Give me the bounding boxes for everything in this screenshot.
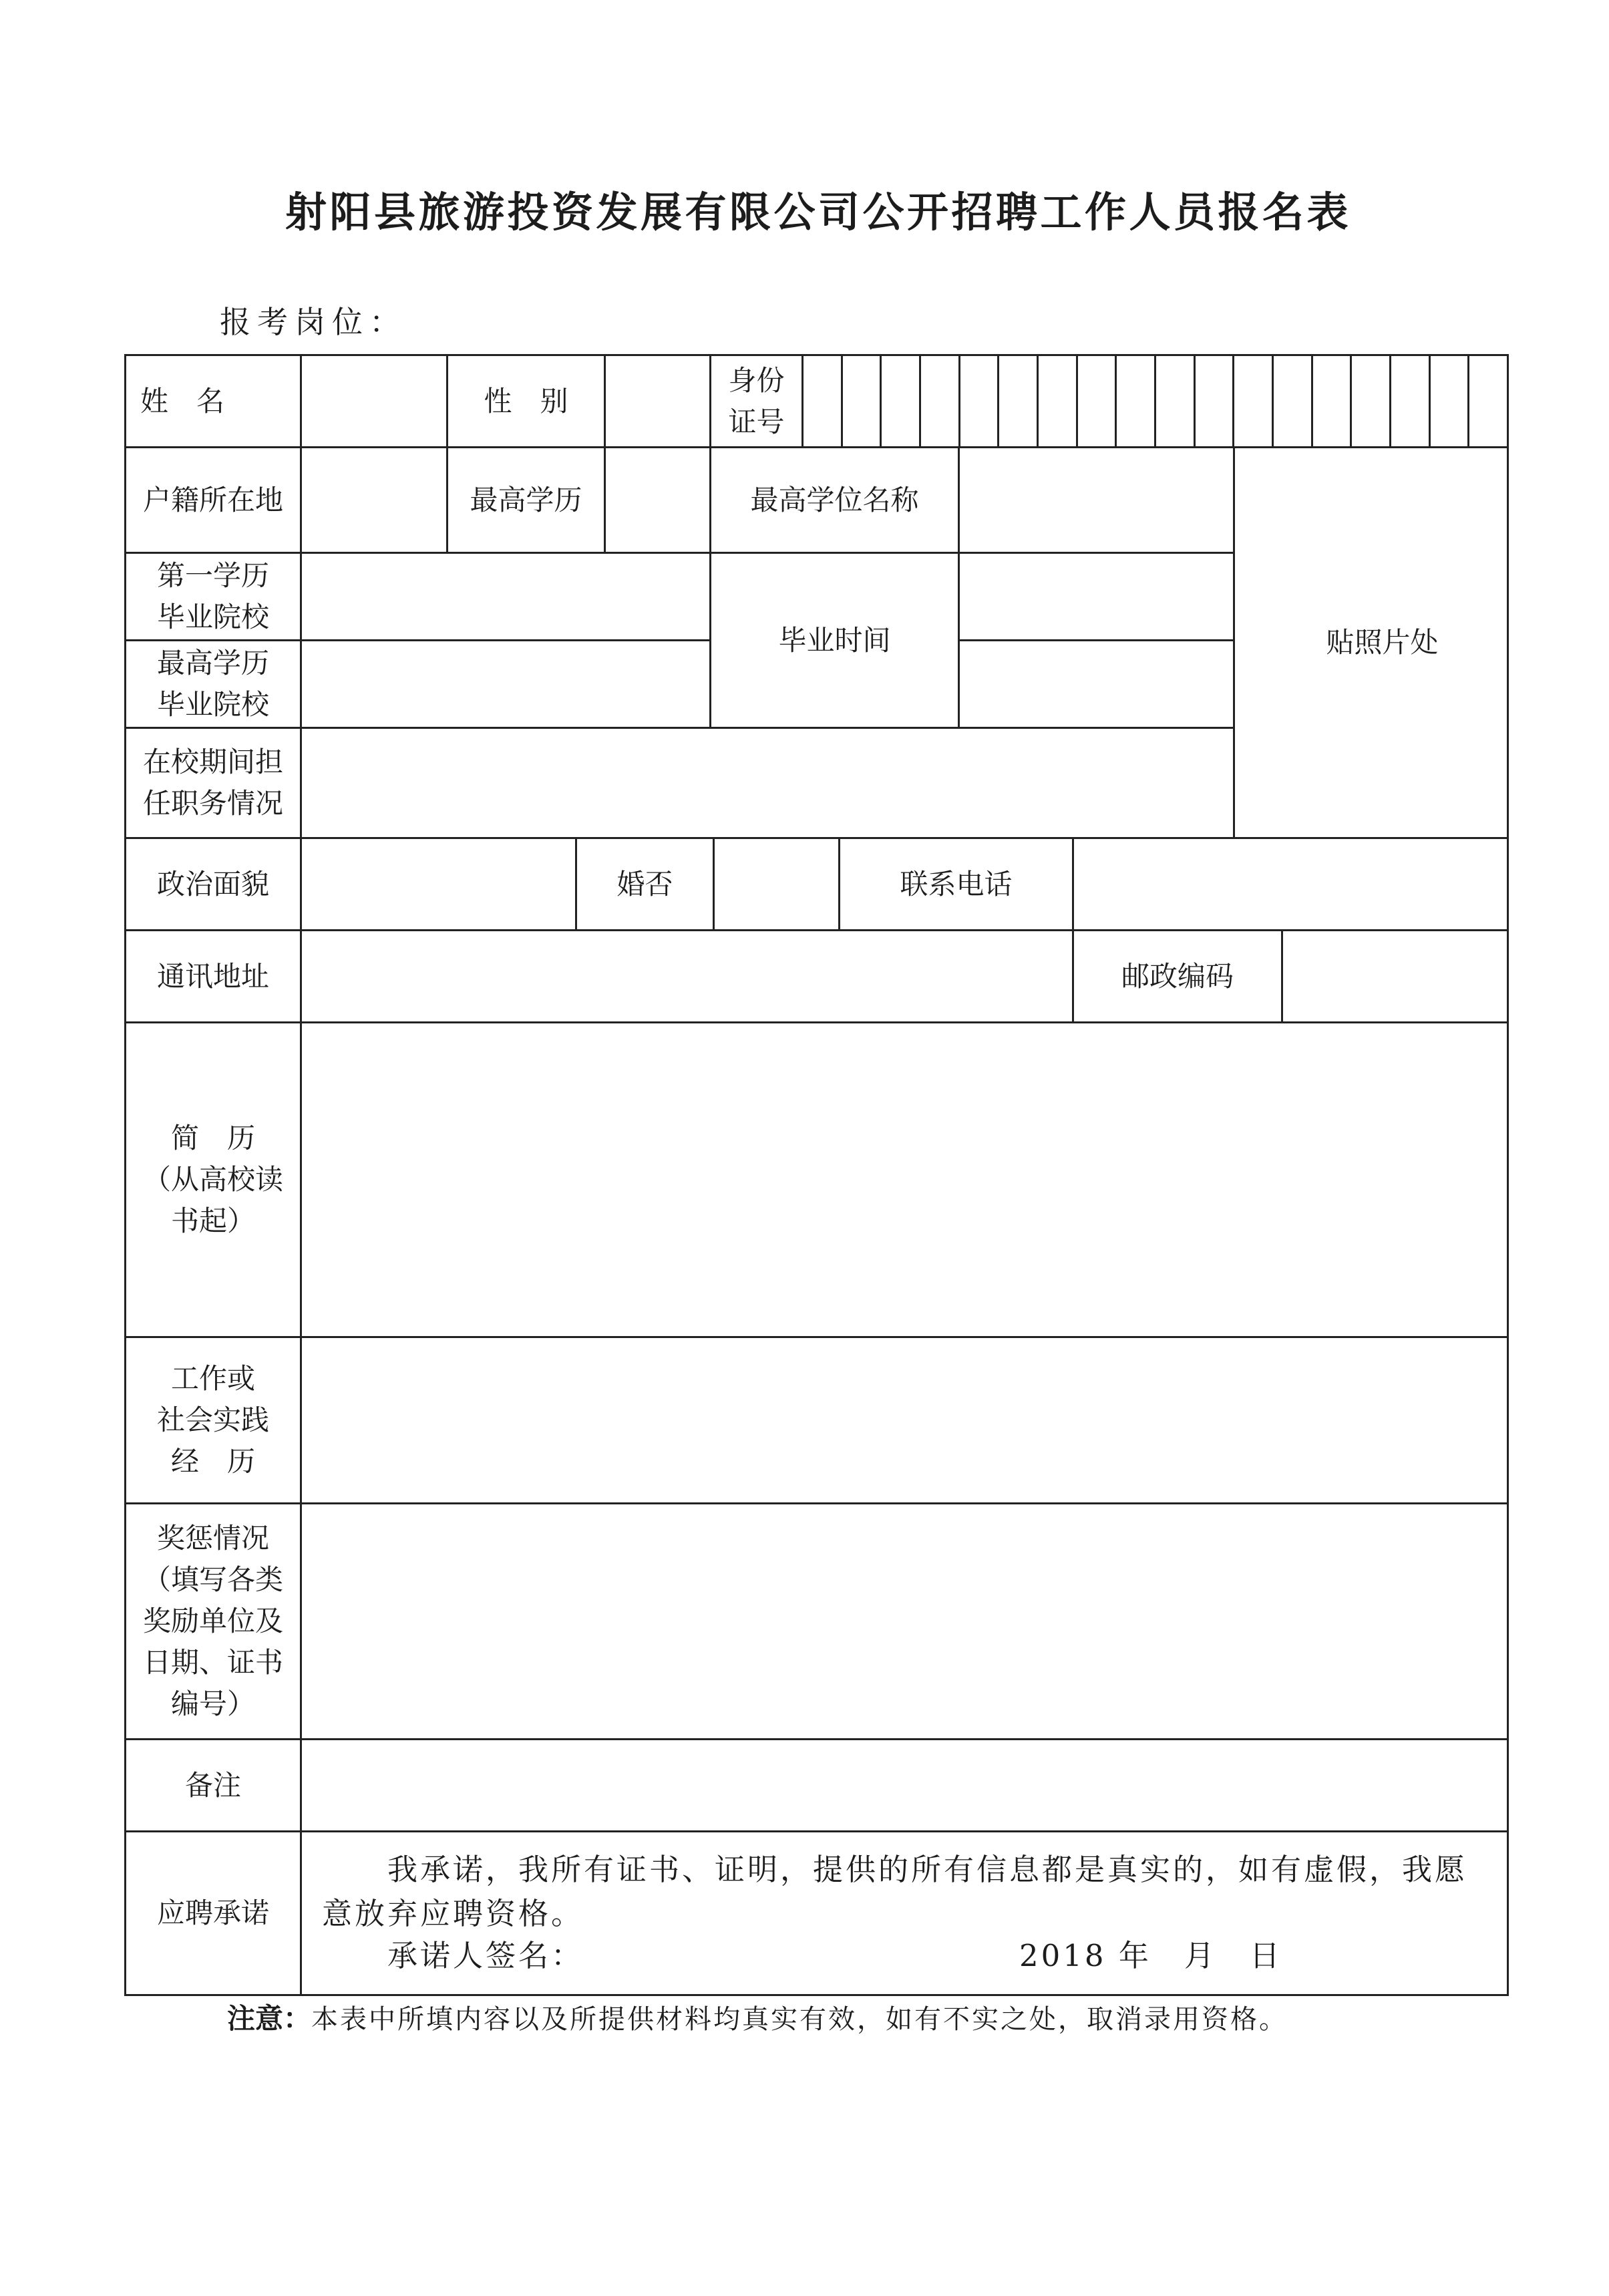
note-label: 注意：: [227, 2002, 312, 2035]
signature-date: 2018 年 月 日: [1019, 1938, 1282, 1973]
label-line: 证号: [728, 405, 785, 438]
id-digit-box: [803, 356, 843, 448]
id-digit-box: [1039, 356, 1078, 448]
first-graduation-time-value-cell: [960, 554, 1235, 641]
marital-status-label: 婚否: [577, 839, 715, 931]
political-status-label: 政治面貌: [126, 839, 302, 931]
id-digit-box: [1234, 356, 1274, 448]
note-text: 本表中所填内容以及所提供材料均真实有效，如有不实之处，取消录用资格。: [311, 2004, 1288, 2035]
hukou-value-cell: [302, 448, 448, 554]
work-experience-label: [126, 1338, 302, 1504]
address-label: 通讯地址: [126, 931, 302, 1023]
political-status-value-cell: [302, 839, 577, 931]
position-applied-label: 报考岗位：: [220, 304, 407, 340]
id-digit-box: [960, 356, 1000, 448]
hukou-label: 户籍所在地: [126, 448, 302, 554]
resume-label: [126, 1023, 302, 1338]
id-digit-box: [1391, 356, 1431, 448]
highest-degree-label: 最高学位名称: [711, 448, 960, 554]
highest-degree-value-cell: [960, 448, 1235, 554]
label-line: 在校期间担: [142, 746, 283, 778]
id-digit-box: [882, 356, 921, 448]
label-line: 任职务情况: [142, 787, 283, 820]
school-positions-label: [126, 729, 302, 839]
label-line: 经 历: [170, 1445, 255, 1478]
id-digit-box: [1431, 356, 1470, 448]
page-title: 射阳县旅游投资发展有限公司公开招聘工作人员报名表: [285, 188, 1352, 236]
label-line: 编号）: [170, 1687, 255, 1720]
remarks-value-cell: [302, 1740, 1509, 1832]
work-experience-value-cell: [302, 1338, 1509, 1504]
id-digit-box: [1196, 356, 1235, 448]
label-line: （从高校读: [142, 1163, 283, 1196]
id-digit-box: [1313, 356, 1353, 448]
label-line: 日期、证书: [142, 1646, 283, 1679]
id-digit-box: [999, 356, 1039, 448]
highest-graduation-time-value-cell: [960, 641, 1235, 729]
awards-label: [126, 1504, 302, 1740]
name-label: 姓 名: [126, 356, 302, 448]
signature-label: 承诺人签名：: [387, 1938, 584, 1973]
commitment-label: 应聘承诺: [126, 1832, 302, 1996]
id-digit-box: [1078, 356, 1117, 448]
id-digit-box: [1156, 356, 1196, 448]
commitment-text-line-1: 我承诺，我所有证书、证明，提供的所有信息都是真实的，如有虚假，我愿: [387, 1852, 1468, 1887]
highest-education-value-cell: [606, 448, 711, 554]
address-value-cell: [302, 931, 1074, 1023]
id-digit-box: [1274, 356, 1313, 448]
highest-education-label: 最高学历: [448, 448, 606, 554]
school-positions-value-cell: [302, 729, 1235, 839]
id-digit-box: [1469, 356, 1509, 448]
awards-value-cell: [302, 1504, 1509, 1740]
photo-area: 贴照片处: [1235, 448, 1509, 839]
label-line: 书起）: [170, 1204, 255, 1237]
phone-value-cell: [1074, 839, 1509, 931]
resume-value-cell: [302, 1023, 1509, 1338]
phone-label: 联系电话: [840, 839, 1074, 931]
id-number-boxes: [803, 356, 1509, 448]
label-line: 工作或: [170, 1362, 255, 1395]
footer-note: [227, 1999, 1288, 2045]
gender-value-cell: [606, 356, 711, 448]
id-digit-box: [843, 356, 882, 448]
label-line: 奖励单位及: [142, 1605, 283, 1637]
highest-degree-school-label: [126, 641, 302, 729]
postcode-value-cell: [1283, 931, 1509, 1023]
name-value-cell: [302, 356, 448, 448]
id-number-label: [711, 356, 803, 448]
label-line: 毕业院校: [156, 601, 269, 633]
graduation-time-label: 毕业时间: [711, 554, 960, 729]
first-degree-school-value-cell: [302, 554, 711, 641]
remarks-label: 备注: [126, 1740, 302, 1832]
commitment-text-cell: [302, 1832, 1509, 1996]
postcode-label: 邮政编码: [1074, 931, 1283, 1023]
label-line: 第一学历: [156, 559, 269, 592]
label-line: 社会实践: [156, 1404, 269, 1436]
label-line: 奖惩情况: [156, 1522, 269, 1554]
label-line: 毕业院校: [156, 688, 269, 721]
label-line: 身份: [728, 363, 785, 397]
commitment-text-line-2: 意放弃应聘资格。: [322, 1896, 584, 1931]
gender-label: 性 别: [448, 356, 606, 448]
id-digit-box: [1117, 356, 1156, 448]
highest-degree-school-value-cell: [302, 641, 711, 729]
registration-table: [124, 354, 1509, 1996]
first-degree-school-label: [126, 554, 302, 641]
label-line: 最高学历: [156, 647, 269, 679]
label-line: （填写各类: [142, 1563, 283, 1596]
id-digit-box: [1352, 356, 1391, 448]
id-digit-box: [921, 356, 960, 448]
label-line: 简 历: [170, 1122, 255, 1154]
marital-status-value-cell: [715, 839, 840, 931]
